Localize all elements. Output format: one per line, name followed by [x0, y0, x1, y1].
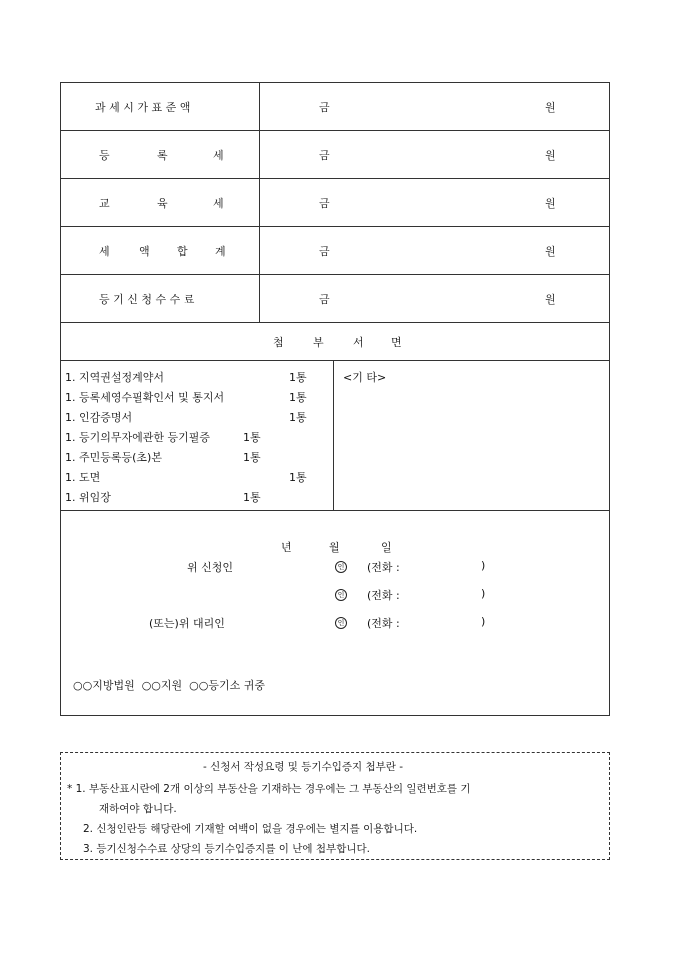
- attachment-qty: 1통: [289, 411, 307, 424]
- instructions-box: [60, 752, 610, 860]
- label-registration-fee: 등 기 신 청 수 수 료: [99, 292, 195, 306]
- tax-row-label-cell: [61, 227, 260, 274]
- court-addressee: ○○지방법원 ○○지원 ○○등기소 귀중: [73, 679, 265, 692]
- attachment-item: 1. 도면: [65, 471, 101, 484]
- attachments-title-row: [61, 323, 609, 361]
- label-char: 계: [215, 244, 226, 258]
- amount-prefix: 금: [319, 196, 330, 210]
- attachment-item: 1. 지역권설정계약서: [65, 371, 164, 384]
- attachment-qty: 1통: [289, 371, 307, 384]
- attachment-item: 1. 위임장: [65, 491, 111, 504]
- label-char: 세: [213, 148, 224, 162]
- amount-unit: 원: [545, 196, 556, 210]
- amount-unit: 원: [545, 148, 556, 162]
- phone-label: (전화 :: [367, 617, 400, 630]
- attachments-section: [61, 361, 609, 511]
- amount-prefix: 금: [319, 100, 330, 114]
- tax-row-registration-fee: [61, 275, 609, 323]
- tax-row-label-cell: [61, 131, 260, 178]
- phone-close: ): [481, 615, 486, 628]
- seal-mark: [335, 615, 347, 629]
- label-char: 록: [157, 148, 168, 162]
- attachment-item: 1. 인감증명서: [65, 411, 133, 424]
- label-char: 세: [99, 244, 110, 258]
- attachment-item: 1. 등록세영수필확인서 및 통지서: [65, 391, 225, 404]
- instruction-line-1: * 1. 부동산표시란에 2개 이상의 부동산을 기재하는 경우에는 그 부동산의 일련번호를 기: [67, 783, 471, 795]
- label-char: 세: [213, 196, 224, 210]
- tax-row-label-cell: [61, 275, 260, 322]
- tax-row-label-cell: [61, 179, 260, 226]
- attachments-list: [61, 361, 334, 510]
- attachments-title-char: 면: [391, 335, 402, 349]
- label-char: 육: [157, 196, 168, 210]
- instructions-title: - 신청서 작성요령 및 등기수입증지 첩부란 -: [203, 761, 404, 773]
- instruction-line-2: 2. 신청인란등 해당란에 기재할 여백이 없을 경우에는 별지를 이용합니다.: [83, 823, 418, 835]
- date-year: 년: [281, 541, 292, 554]
- label-char: 등: [99, 148, 110, 162]
- date-day: 일: [381, 541, 392, 554]
- tax-row-assessed-value: [61, 83, 609, 131]
- attachment-qty: 1통: [289, 391, 307, 404]
- label-char: 합: [177, 244, 188, 258]
- phone-label: (전화 :: [367, 561, 400, 574]
- other-label: <기 타>: [343, 371, 387, 384]
- attachment-qty: 1통: [243, 451, 261, 464]
- amount-unit: 원: [545, 244, 556, 258]
- amount-unit: 원: [545, 100, 556, 114]
- tax-row-total-tax: [61, 227, 609, 275]
- attachment-item: 1. 등기의무자에관한 등기필증: [65, 431, 210, 444]
- amount-prefix: 금: [319, 244, 330, 258]
- seal-mark: [335, 587, 347, 601]
- seal-icon: 인: [335, 617, 347, 629]
- phone-close: ): [481, 559, 486, 572]
- seal-icon: 인: [335, 589, 347, 601]
- amount-prefix: 금: [319, 292, 330, 306]
- attachment-item: 1. 주민등록등(초)본: [65, 451, 162, 464]
- seal-mark: [335, 559, 347, 573]
- seal-icon: 인: [335, 561, 347, 573]
- phone-label: (전화 :: [367, 589, 400, 602]
- tax-row-education-tax: [61, 179, 609, 227]
- registration-form: [60, 82, 610, 716]
- agent-label: (또는)위 대리인: [149, 617, 225, 630]
- instruction-line-1-cont: 재하여야 합니다.: [99, 803, 177, 815]
- date-month: 월: [329, 541, 340, 554]
- signature-section: [61, 511, 609, 717]
- attachment-qty: 1통: [289, 471, 307, 484]
- phone-close: ): [481, 587, 486, 600]
- label-char: 액: [139, 244, 150, 258]
- tax-row-label-cell: [61, 83, 260, 130]
- label-assessed-value: 과 세 시 가 표 준 액: [95, 100, 191, 114]
- tax-row-registration-tax: [61, 131, 609, 179]
- attachment-qty: 1통: [243, 491, 261, 504]
- instruction-line-3: 3. 등기신청수수료 상당의 등기수입증지를 이 난에 첩부합니다.: [83, 843, 370, 855]
- amount-unit: 원: [545, 292, 556, 306]
- applicant-label: 위 신청인: [187, 561, 234, 574]
- amount-prefix: 금: [319, 148, 330, 162]
- attachments-title-char: 서: [353, 335, 364, 349]
- attachments-title-char: 첨: [273, 335, 284, 349]
- attachments-title-char: 부: [313, 335, 324, 349]
- attachment-qty: 1통: [243, 431, 261, 444]
- label-char: 교: [99, 196, 110, 210]
